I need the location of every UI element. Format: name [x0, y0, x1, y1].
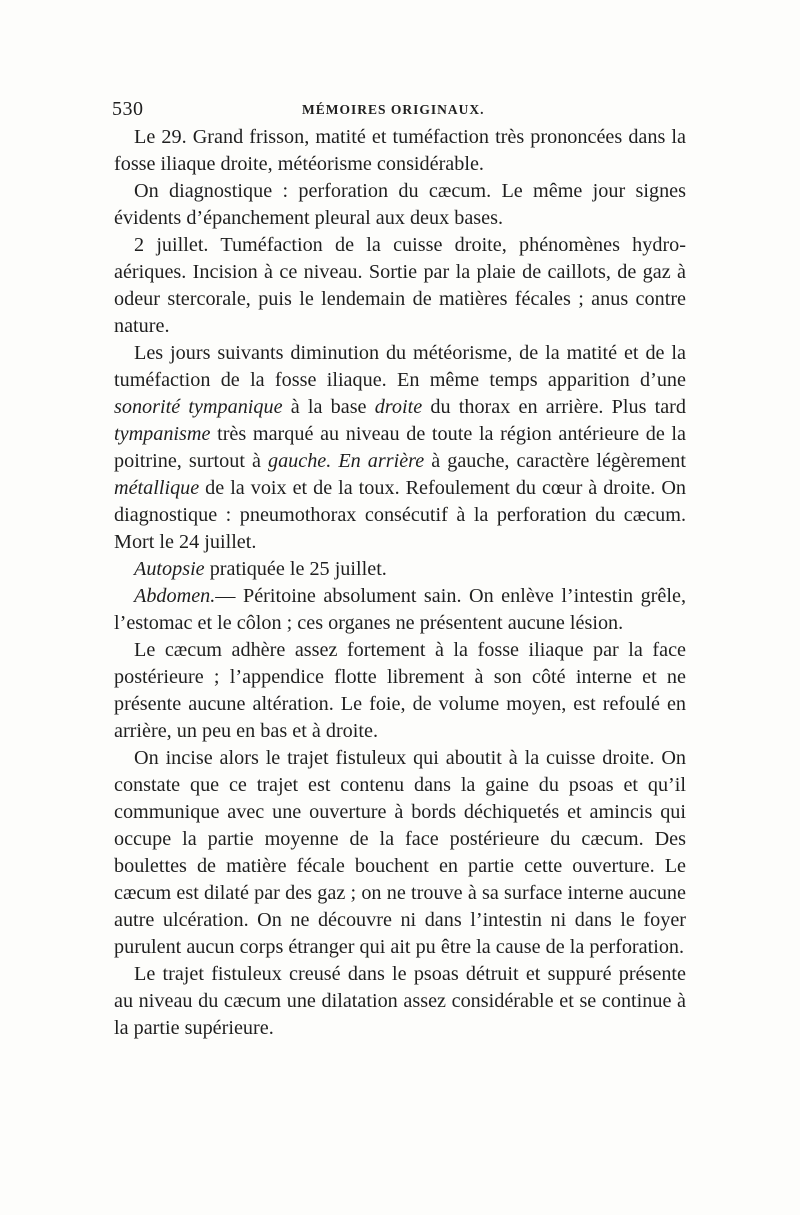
paragraph-6	[114, 583, 686, 637]
running-head: MÉMOIRES ORIGINAUX.	[302, 102, 485, 117]
paragraph-4-text-b: à la base	[282, 396, 375, 418]
paragraph-4-emphasis-5: métallique	[114, 477, 200, 499]
paragraph-6-text: — Péritoine absolument sain. On enlève l’intestin grêle, l’estomac et le côlon ; ces organes ne présentent aucune lésion.	[114, 585, 686, 634]
body-text	[114, 124, 686, 1042]
paragraph-7: Le cæcum adhère assez fortement à la fosse iliaque par la face postérieure ; l’appendice flotte librement à son côté interne et ne présente aucune altération. Le foie, de volume moyen, est refoulé en arrière, un peu en bas et à droite.	[114, 639, 686, 742]
paragraph-5	[114, 556, 686, 583]
paragraph-8: On incise alors le trajet fistuleux qui aboutit à la cuisse droite. On constate que ce trajet est contenu dans la gaine du psoas et qu’il communique avec une ouverture à bords déchiquetés et amincis qui occupe la partie moyenne de la face postérieure du cæcum. Des boulettes de matière fécale bouchent en partie cette ouverture. Le cæcum est dilaté par des gaz ; on ne trouve à sa surface interne aucune autre ulcération. On ne découvre ni dans l’intestin ni dans le foyer purulent aucun corps étranger qui ait pu être la cause de la perforation.	[114, 747, 686, 958]
paragraph-3: 2 juillet. Tuméfaction de la cuisse droite, phénomènes hydro-aériques. Incision à ce niveau. Sortie par la plaie de caillots, de gaz à odeur stercorale, puis le lendemain de matières fécales ; anus contre nature.	[114, 234, 686, 337]
paragraph-2: On diagnostique : perforation du cæcum. Le même jour signes évidents d’épanchement pleural aux deux bases.	[114, 180, 686, 229]
paragraph-4-text-d: très marqué au niveau de toute la région antérieure de la poitrine, surtout à	[114, 423, 686, 472]
paragraph-4-text-e: à gauche, caractère légèrement	[424, 450, 687, 472]
paragraph-4-text-f: de la voix et de la toux. Refoulement du cœur à droite. On diagnostique : pneumothorax consécutif à la perforation du cæcum. Mort le 24 juillet.	[114, 477, 686, 553]
paragraph-4	[114, 340, 686, 556]
paragraph-6-emphasis: Abdomen.	[134, 585, 216, 607]
paragraph-1: Le 29. Grand frisson, matité et tuméfaction très prononcées dans la fosse iliaque droite, météorisme considérable.	[114, 126, 686, 175]
paragraph-5-emphasis: Autopsie	[134, 558, 205, 580]
page-header	[112, 98, 692, 126]
page-number: 530	[112, 98, 144, 120]
paragraph-4-text-a: Les jours suivants diminution du météorisme, de la matité et de la tuméfaction de la fosse iliaque. En même temps apparition d’une	[114, 342, 686, 391]
paragraph-4-text-c: du thorax en arrière. Plus tard	[422, 396, 686, 418]
paragraph-4-emphasis-1: sonorité tympanique	[114, 396, 283, 418]
paragraph-4-emphasis-3: tympanisme	[114, 423, 211, 445]
paragraph-5-text: pratiquée le 25 juillet.	[204, 558, 387, 580]
paragraph-4-emphasis-4: gauche. En arrière	[267, 450, 425, 472]
paragraph-9: Le trajet fistuleux creusé dans le psoas détruit et suppuré présente au niveau du cæcum une dilatation assez considérable et se continue à la partie supérieure.	[114, 963, 686, 1039]
paragraph-4-emphasis-2: droite	[374, 396, 423, 418]
